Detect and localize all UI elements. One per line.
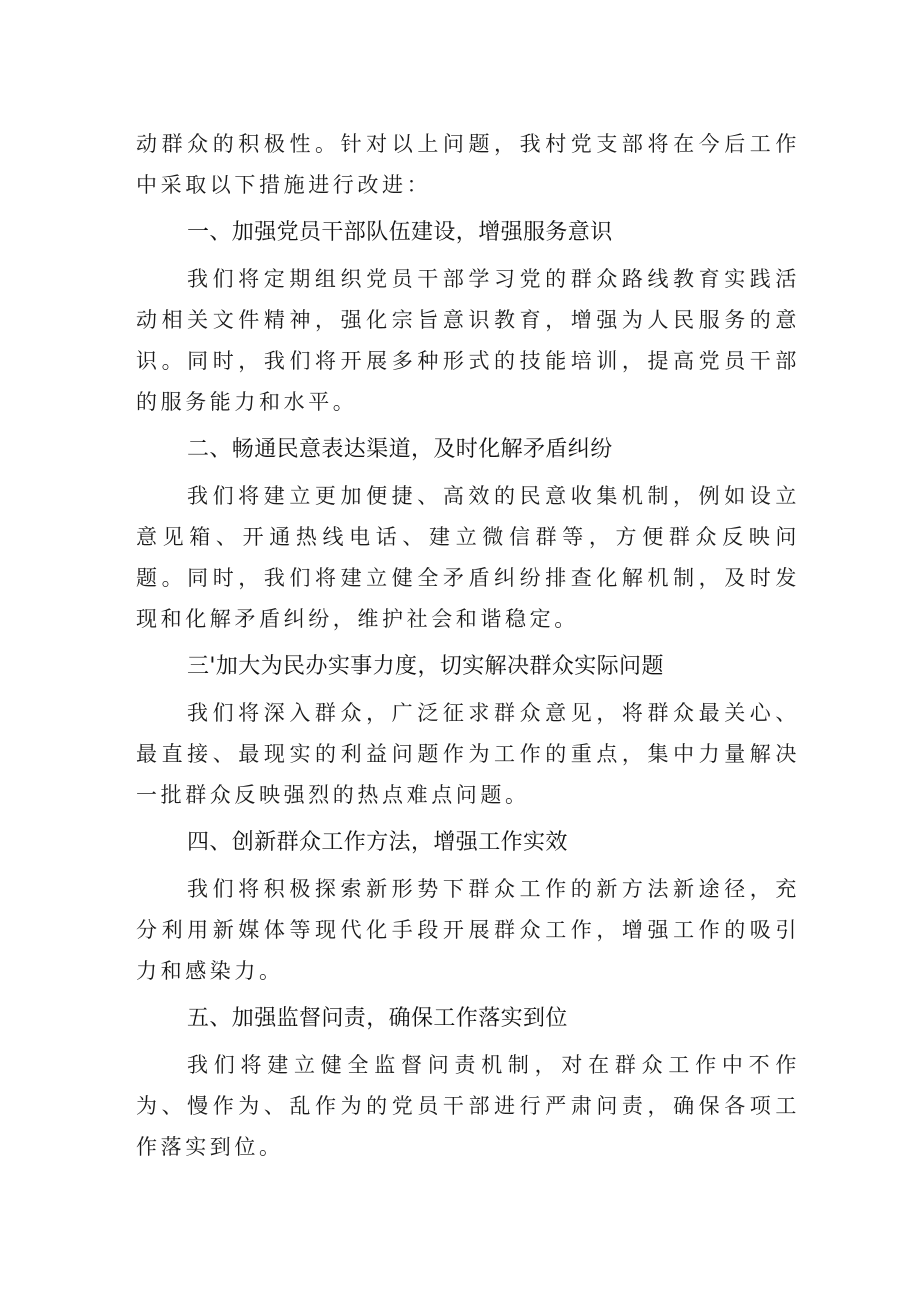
section-1-heading: 一、加强党员干部队伍建设，增强服务意识: [187, 220, 613, 245]
section-4-heading: 四、创新群众工作方法，增强工作实效: [187, 830, 568, 855]
section-3-body: 我们将深入群众，广泛征求群众意见，将群众最关心、最直接、最现实的利益问题作为工作的重点，集中力量解决一批群众反映强烈的热点难点问题。: [136, 701, 800, 807]
section-5-heading: 五、加强监督问责，确保工作落实到位: [187, 1006, 568, 1031]
section-2-heading: 二、畅通民意表达渠道，及时化解矛盾纠纷: [187, 437, 613, 462]
document-content: [136, 124, 800, 1168]
section-2-body: 我们将建立更加便捷、高效的民意收集机制，例如设立意见箱、开通热线电话、建立微信群等，方便群众反映问题。同时，我们将建立健全矛盾纠纷排查化解机制，及时发现和化解矛盾纠纷，维护社会和谐稳定。: [136, 484, 800, 631]
section-4-body: 我们将积极探索新形势下群众工作的新方法新途径，充分利用新媒体等现代化手段开展群众工作，增强工作的吸引力和感染力。: [136, 877, 800, 983]
section-3-heading: 三'加大为民办实事力度，切实解决群众实际问题: [187, 654, 664, 679]
section-1-body: 我们将定期组织党员干部学习党的群众路线教育实践活动相关文件精神，强化宗旨意识教育，增强为人民服务的意识。同时，我们将开展多种形式的技能培训，提高党员干部的服务能力和水平。: [136, 267, 800, 414]
intro-paragraph: 动群众的积极性。针对以上问题，我村党支部将在今后工作中采取以下措施进行改进：: [136, 132, 800, 197]
section-5-body: 我们将建立健全监督问责机制，对在群众工作中不作为、慢作为、乱作为的党员干部进行严肃问责，确保各项工作落实到位。: [136, 1053, 800, 1159]
